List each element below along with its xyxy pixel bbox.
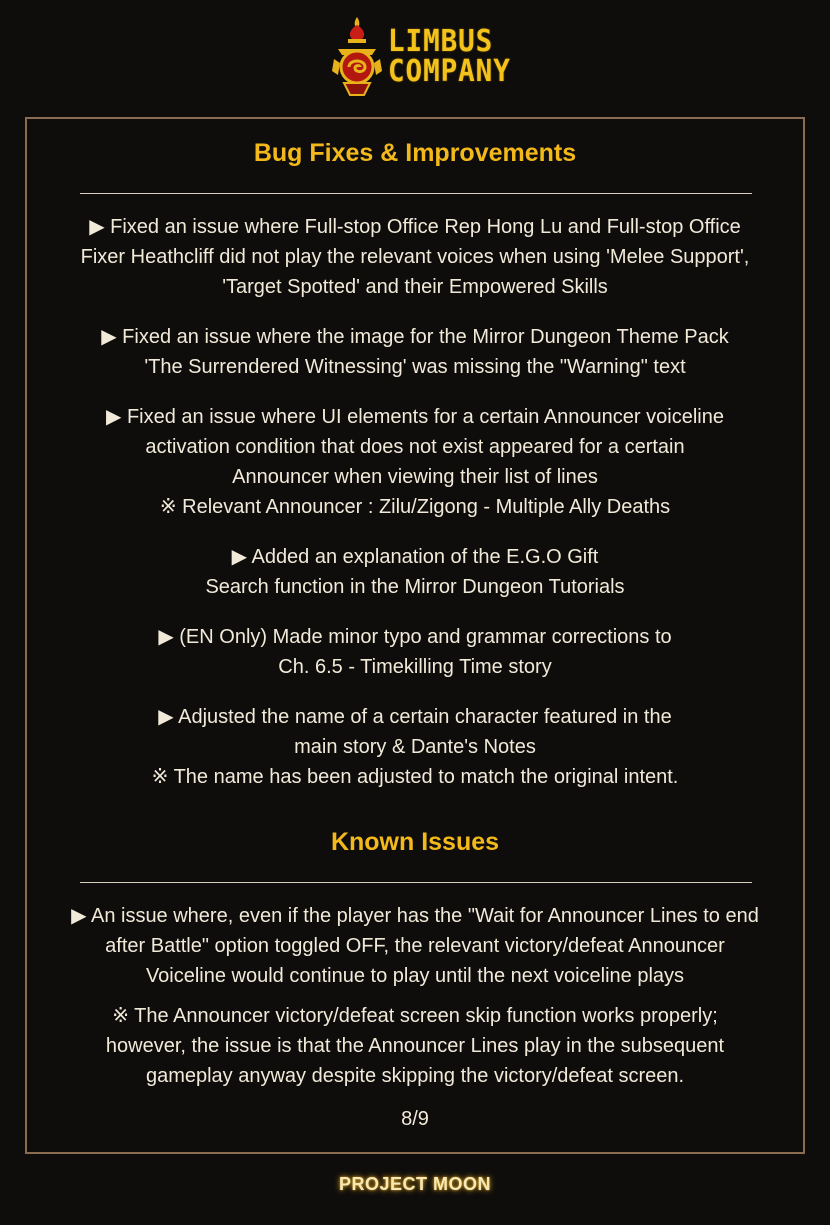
logo-line-limbus: LIMBUS bbox=[388, 24, 494, 59]
bug-fixes-title: Bug Fixes & Improvements bbox=[253, 139, 577, 167]
known-issues-divider bbox=[80, 882, 752, 883]
bug-fix-item-3: ▶ Fixed an issue where UI elements for a certain Announcer voiceline activation condition that does not exist appeared for a certain Announcer when viewing their list of lines ※ Relevant Announcer : Zilu/Zigong - Multiple Ally Deaths bbox=[106, 406, 724, 518]
bug-fix-item-5: ▶ (EN Only) Made minor typo and grammar corrections to Ch. 6.5 - Timekilling Time story bbox=[158, 626, 672, 678]
bug-fix-item-2: ▶ Fixed an issue where the image for the Mirror Dungeon Theme Pack 'The Surrendered Witnessing' was missing the "Warning" text bbox=[101, 326, 729, 378]
known-issue-item-1: ▶ An issue where, even if the player has the "Wait for Announcer Lines to end after Battle" option toggled OFF, the relevant victory/defeat Announcer Voiceline would continue to play until the next voiceline plays bbox=[71, 905, 759, 987]
logo-wordmark bbox=[388, 24, 511, 89]
bug-fix-item-6: ▶ Adjusted the name of a certain character featured in the main story & Dante's Notes ※ The name has been adjusted to match the original intent. bbox=[151, 706, 679, 788]
bug-fixes-divider bbox=[80, 193, 752, 194]
project-moon-logo: PROJECT MOON bbox=[338, 1174, 491, 1194]
patch-notes-panel bbox=[25, 117, 805, 1154]
bug-fix-item-4: ▶ Added an explanation of the E.G.O Gift Search function in the Mirror Dungeon Tutorials bbox=[205, 546, 625, 598]
limbus-company-logo bbox=[328, 14, 511, 100]
emblem-icon bbox=[328, 15, 386, 99]
known-issue-note: ※ The Announcer victory/defeat screen skip function works properly; however, the issue is that the Announcer Lines play in the subsequent gameplay anyway despite skipping the victory/defeat screen. bbox=[105, 1005, 725, 1087]
page-indicator: 8/9 bbox=[401, 1108, 429, 1130]
logo-line-company: COMPANY bbox=[388, 54, 511, 89]
bug-fix-item-1: ▶ Fixed an issue where Full-stop Office Rep Hong Lu and Full-stop Office Fixer Heathcliff did not play the relevant voices when using 'Melee Support', 'Target Spotted' and their Empowered Skills bbox=[80, 216, 750, 298]
known-issues-title: Known Issues bbox=[330, 828, 500, 856]
